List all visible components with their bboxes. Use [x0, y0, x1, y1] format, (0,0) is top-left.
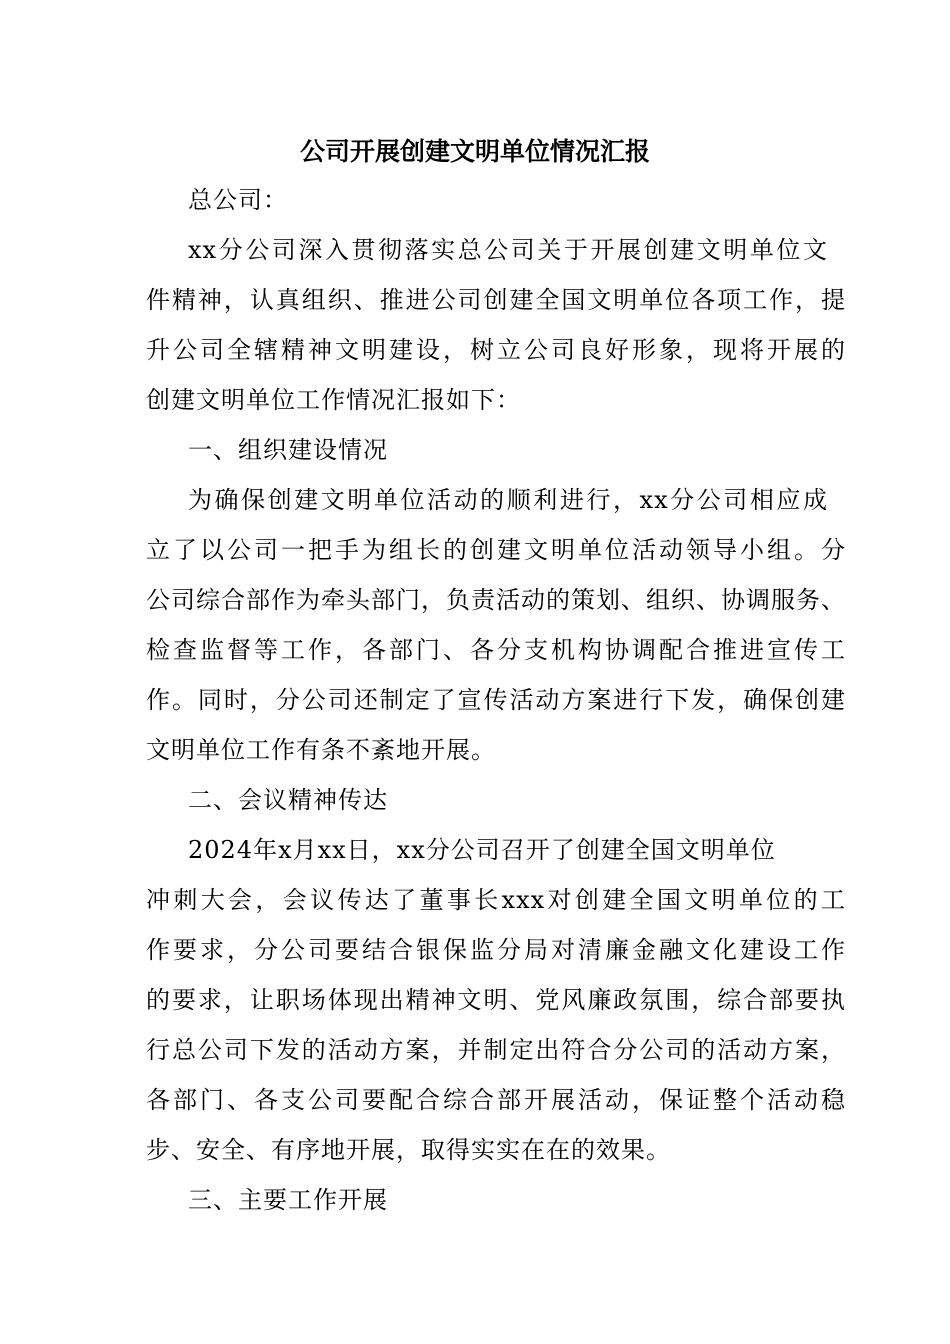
document-title: 公司开展创建文明单位情况汇报: [299, 137, 650, 166]
paragraph-line: 步、安全、有序地开展，取得实实在在的效果。: [146, 1136, 671, 1164]
paragraph-line: 行总公司下发的活动方案，并制定出符合分公司的活动方案，: [146, 1036, 846, 1064]
paragraph-line: 公司综合部作为牵头部门，负责活动的策划、组织、协调服务、: [146, 586, 846, 614]
paragraph-line: 2024年x月xx日，xx分公司召开了创建全国文明单位: [188, 836, 776, 864]
paragraph-line: xx分公司深入贯彻落实总公司关于开展创建文明单位文: [188, 236, 828, 264]
paragraph-line: 作。同时，分公司还制定了宣传活动方案进行下发，确保创建: [146, 686, 846, 714]
paragraph-line: 件精神，认真组织、推进公司创建全国文明单位各项工作，提: [146, 286, 846, 314]
paragraph-line: 为确保创建文明单位活动的顺利进行，xx分公司相应成: [188, 486, 828, 514]
paragraph-line: 升公司全辖精神文明建设，树立公司良好形象，现将开展的: [146, 336, 846, 364]
paragraph-line: 作要求，分公司要结合银保监分局对清廉金融文化建设工作: [146, 936, 846, 964]
section-heading: 一、组织建设情况: [188, 436, 388, 464]
paragraph-line: 冲刺大会，会议传达了董事长xxx对创建全国文明单位的工: [146, 886, 846, 914]
paragraph-line: 的要求，让职场体现出精神文明、党风廉政氛围，综合部要执: [146, 986, 846, 1014]
section-heading: 三、主要工作开展: [188, 1186, 388, 1214]
section-heading: 二、会议精神传达: [188, 786, 388, 814]
paragraph-line: 检查监督等工作，各部门、各分支机构协调配合推进宣传工: [146, 636, 846, 664]
salutation: 总公司：: [188, 186, 288, 214]
paragraph-line: 各部门、各支公司要配合综合部开展活动，保证整个活动稳: [146, 1086, 846, 1114]
paragraph-line: 创建文明单位工作情况汇报如下：: [146, 386, 521, 414]
paragraph-line: 文明单位工作有条不紊地开展。: [146, 736, 496, 764]
paragraph-line: 立了以公司一把手为组长的创建文明单位活动领导小组。分: [146, 536, 846, 564]
